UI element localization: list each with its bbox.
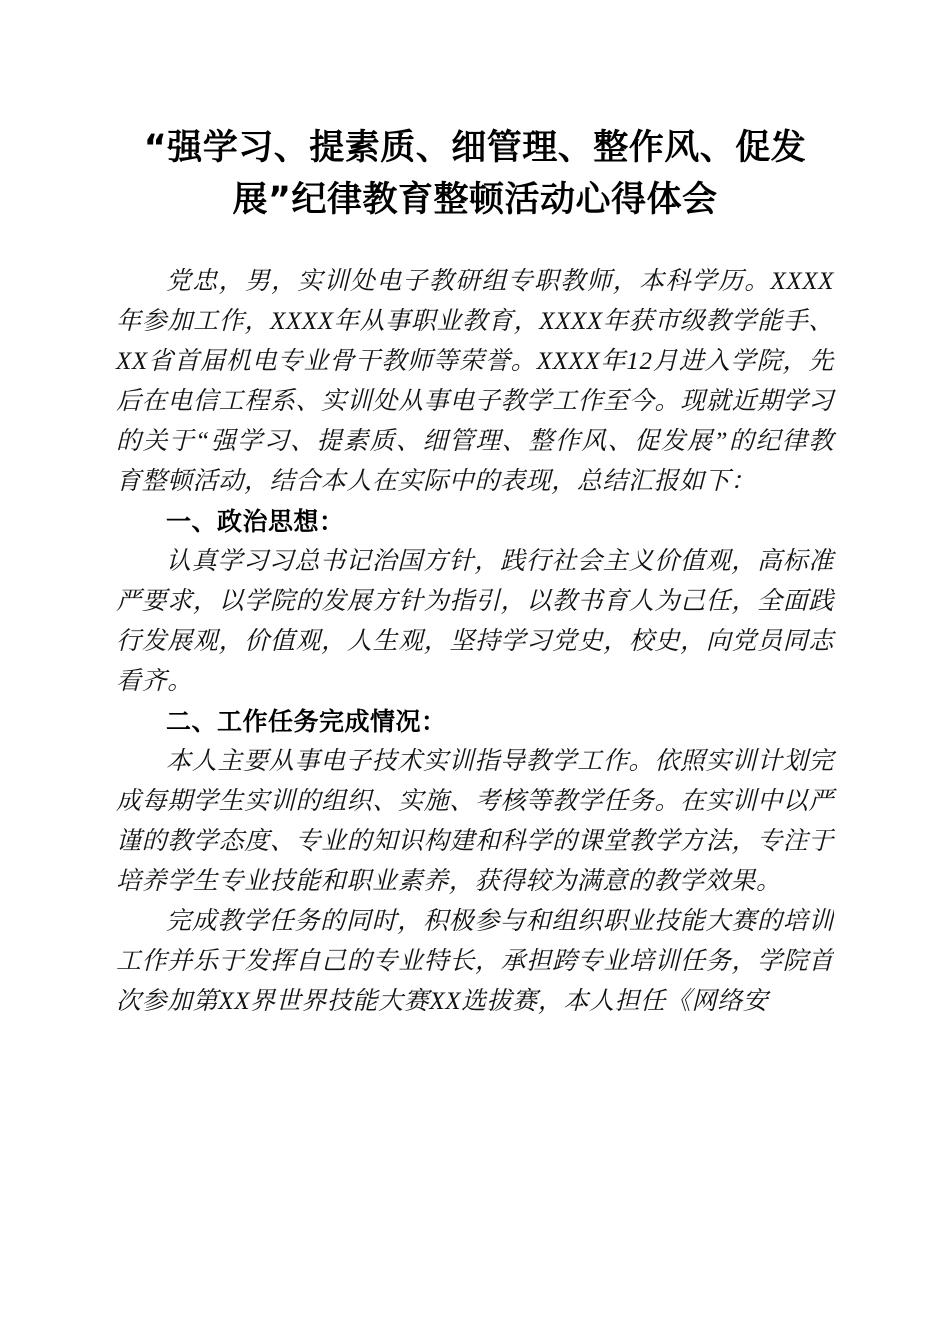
page-title-line-2: 展”纪律教育整顿活动心得体会 <box>232 180 718 220</box>
section-heading-2: 二、工作任务完成情况： <box>166 707 447 736</box>
document-body <box>116 262 834 1022</box>
section-2-paragraph-1: 本人主要从事电子技术实训指导教学工作。依照实训计划完成每期学生实训的组织、实施、考核等教学任务。在实训中以严谨的教学态度、专业的知识构建和科学的课堂教学方法，专注于培养学生专业技能和职业素养，获得较为满意的教学效果。 <box>116 748 834 895</box>
page-title <box>116 0 834 226</box>
page-title-line-1: “强学习、提素质、细管理、整作风、促发 <box>143 128 807 168</box>
section-heading-1: 一、政治思想： <box>166 507 345 536</box>
intro-paragraph: 党忠，男，实训处电子教研组专职教师，本科学历。XXXX年参加工作，XXXX年从事职业教育，XXXX年获市级教学能手、XX省首届机电专业骨干教师等荣誉。XXXX年12月进入学院，先后在电信工程系、实训处从事电子教学工作至今。现就近期学习的关于“强学习、提素质、细管理、整作风、促发展”的纪律教育整顿活动，结合本人在实际中的表现，总结汇报如下： <box>116 268 834 495</box>
section-1-paragraph: 认真学习习总书记治国方针，践行社会主义价值观，高标准严要求，以学院的发展方针为指引，以教书育人为己任，全面践行发展观，价值观，人生观，坚持学习党史，校史，向党员同志看齐。 <box>116 548 834 695</box>
section-2-paragraph-2: 完成教学任务的同时，积极参与和组织职业技能大赛的培训工作并乐于发挥自己的专业特长，承担跨专业培训任务，学院首次参加第XX界世界技能大赛XX选拔赛，本人担任《网络安 <box>116 908 834 1015</box>
page-content <box>116 0 834 1022</box>
